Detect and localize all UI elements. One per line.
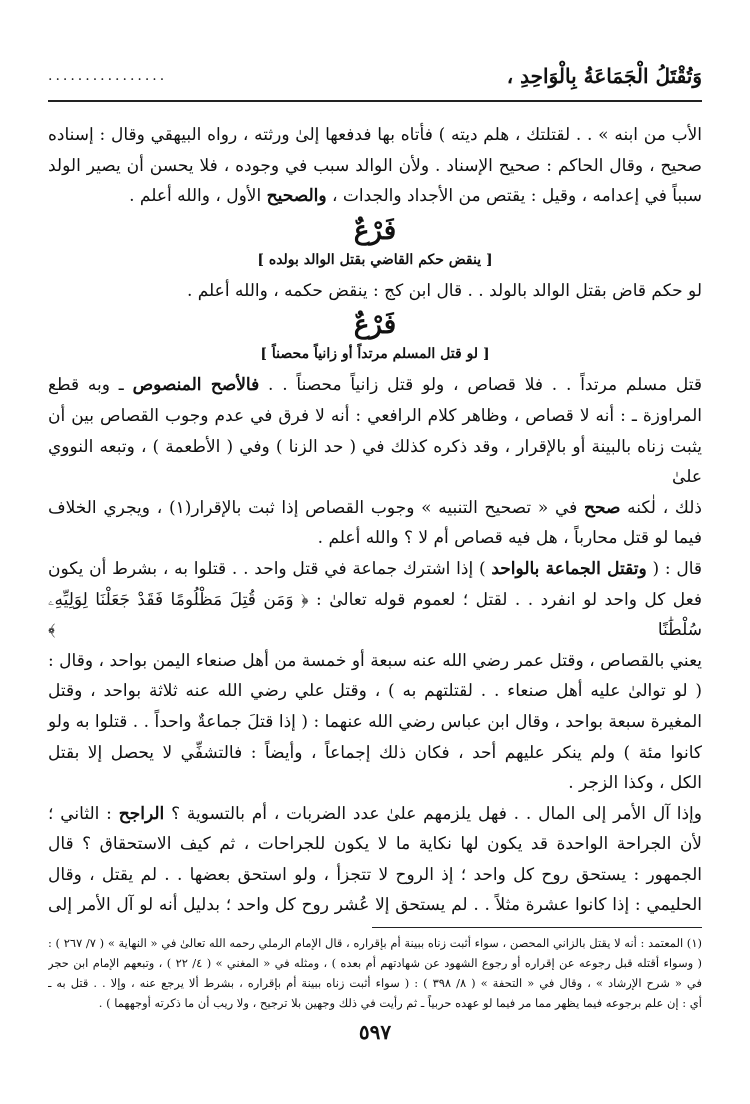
text-line: فعل كل واحد لو انفرد . . لقتل ؛ لعموم قوله تعالىٰ : ﴿ وَمَن قُتِلَ مَظْلُومًا فَقَدْ جَعَلْنَا لِوَلِيِّهِۦ سُلْطَٰنًا ﴾	[48, 589, 702, 641]
paragraph-2	[48, 276, 702, 307]
page-header	[48, 58, 702, 94]
text-line: المراوزة ـ : أنه لا قصاص ، وظاهر كلام الرافعي : أنه لا فرق في عدم وجوب القصاص بين أن	[48, 405, 702, 426]
footnote-line: ( وسواء أقتله قبل رجوعه عن إقراره أو رجوع الشهود عن شهادتهم أم بعده ) ، ومثله في « المغني » ( ٤/ ٢٢ ) ، وتبعهم الإمام ابن حجر	[48, 956, 702, 970]
paragraph-5	[48, 799, 702, 921]
text-line: الجمهور : يستحق روح كل واحد ؛ إذ الروح لا تتجزأ ، ولو استحق بعضها . . لم يقتل ، وقال	[48, 864, 702, 885]
text-line	[48, 554, 702, 585]
footnotes	[48, 933, 702, 1013]
text-run: الأول ، والله أعلم .	[129, 186, 267, 207]
text-run: ذلك ، لٰكنه	[620, 497, 702, 518]
branch-title: [ لو قتل المسلم مرتداً أو زانياً محصناً ]	[260, 346, 490, 363]
paragraph-4	[48, 554, 702, 799]
text-run: قتل مسلم مرتداً . . فلا قصاص ، ولو قتل زانياً محصناً . .	[259, 375, 702, 396]
text-line: فيما لو قتل محارباً ، هل فيه قصاص أم لا ؟ والله أعلم .	[317, 528, 702, 549]
text-run: ـ وبه قطع	[48, 375, 133, 396]
text-run: وإذا آل الأمر إلى المال . . فهل يلزمهم علىٰ عدد الضربات ، أم بالتسوية ؟	[164, 803, 702, 824]
footnote-rule	[372, 927, 702, 928]
text-line	[48, 370, 702, 401]
text-line: يعني بالقصاص ، وقتل عمر رضي الله عنه سبعة أو خمسة من أهل صنعاء اليمن بواحد ، وقال :	[48, 650, 702, 671]
text-line: الحليمي : إذا كانوا عشرة مثلاً . . لم يستحق إلا عُشر روح كل واحد ؛ بدليل أنه لو آل الأمر إلى	[48, 895, 702, 916]
text-line: الكل ، وكذا الزجر .	[568, 773, 702, 794]
text-line: يثبت زناه بالبينة أو بالإقرار ، وقد ذكره كذلك في ( حد الزنا ) وفي ( الأطعمة ) ، وتبعه النووي علىٰ	[48, 436, 702, 488]
text-line: لو حكم قاض بقتل الوالد بالولد . . قال ابن كج : ينقض حكمه ، والله أعلم .	[186, 280, 702, 301]
bold-term: صحح	[584, 497, 621, 518]
page-number: ٥٩٧	[358, 1020, 392, 1044]
text-run: سبباً في إعدامه ، وقيل : يقتص من الأجداد والجدات ،	[326, 186, 702, 207]
text-run: في « تصحيح التنبيه » وجوب القصاص إذا ثبت بالإقرار(١) ، ويجري الخلاف	[48, 497, 585, 518]
footnote-line: أي : إن علم برجوعه فيما يظهر مما مر فيما لو عهده حربياً ـ ثم رأيت في ذلك وجهين بلا ترجيح ، ولا ريب أن ما ذكرته أوجههما ) .	[98, 996, 702, 1010]
bold-term: فالأصح المنصوص	[132, 375, 260, 396]
branch-heading: فَرْعٌ	[353, 215, 397, 246]
bold-term: والصحيح	[266, 186, 327, 207]
bold-term: الراجح	[118, 803, 165, 824]
text-line: صحيح ، وقال الحاكم : صحيح الإسناد . ولأن الوالد سبب في وجوده ، فلا يحسن أن يصير الولد	[48, 155, 702, 176]
running-head: وَتُقْتَلُ الْجَمَاعَةُ بِالْوَاحِدِ ،	[506, 64, 702, 88]
text-run: ) إذا اشترك جماعة في قتل واحد . . قتلوا به ، بشرط أن يكون	[48, 558, 492, 579]
text-line	[48, 493, 702, 524]
header-rule	[48, 100, 702, 102]
main-text	[48, 120, 702, 921]
text-line: المغيرة سبعة بواحد ، وقال ابن عباس رضي الله عنهما : ( إذا قتلَ جماعةٌ واحداً . . قتلوا به ولو	[48, 711, 702, 732]
header-dot-leader: ................	[48, 68, 168, 84]
footnote-line: (١) المعتمد : أنه لا يقتل بالزاني المحصن ، سواء أثبت زناه ببينة أم بإقراره ، قال الإمام الرملي رحمه الله تعالىٰ في « النهاية » ( ٧/ ٢٦٧ ) :	[48, 936, 702, 950]
paragraph-3	[48, 370, 702, 554]
branch-heading: فَرْعٌ	[353, 310, 397, 341]
paragraph-1	[48, 120, 702, 212]
text-line	[48, 181, 702, 212]
text-run: : الثاني ؛	[48, 803, 119, 824]
text-line: الأب من ابنه » . . لقتلتك ، هلم ديته ) فأتاه بها فدفعها إلىٰ ورثته ، رواه البيهقي وقال : إسناده	[48, 125, 702, 145]
text-line: ( لو توالىٰ عليه أهل صنعاء . . لقتلتهم به ) ، وقتل علي رضي الله عنه ثلاثة بواحد ، وقتل	[48, 681, 702, 702]
text-line: كانوا مئة ) ولم ينكر عليهم أحد ، فكان ذلك إجماعاً ، وأيضاً : فالتشفِّي لا يحصل إلا بقتل	[48, 742, 702, 763]
text-run: قال : (	[646, 558, 702, 579]
text-line	[48, 799, 702, 830]
text-line: لأن الجراحة الواحدة قد يكون لها نكاية ما لا يكون للجراحات ، ثم كيف الاستحقاق ؟ قال	[48, 834, 702, 855]
branch-title: [ ينقض حكم القاضي بقتل الوالد بولده ]	[257, 251, 493, 268]
bold-term: وتقتل الجماعة بالواحد	[491, 558, 647, 579]
footnote-line: في « شرح الإرشاد » ، وقال في « التحفة » ( ٨/ ٣٩٨ ) : ( سواء أثبت زناه ببينة أم بإقراره ، بشرط ألا يرجع عنه ، وإلا . . قتل به ـ	[48, 976, 702, 990]
